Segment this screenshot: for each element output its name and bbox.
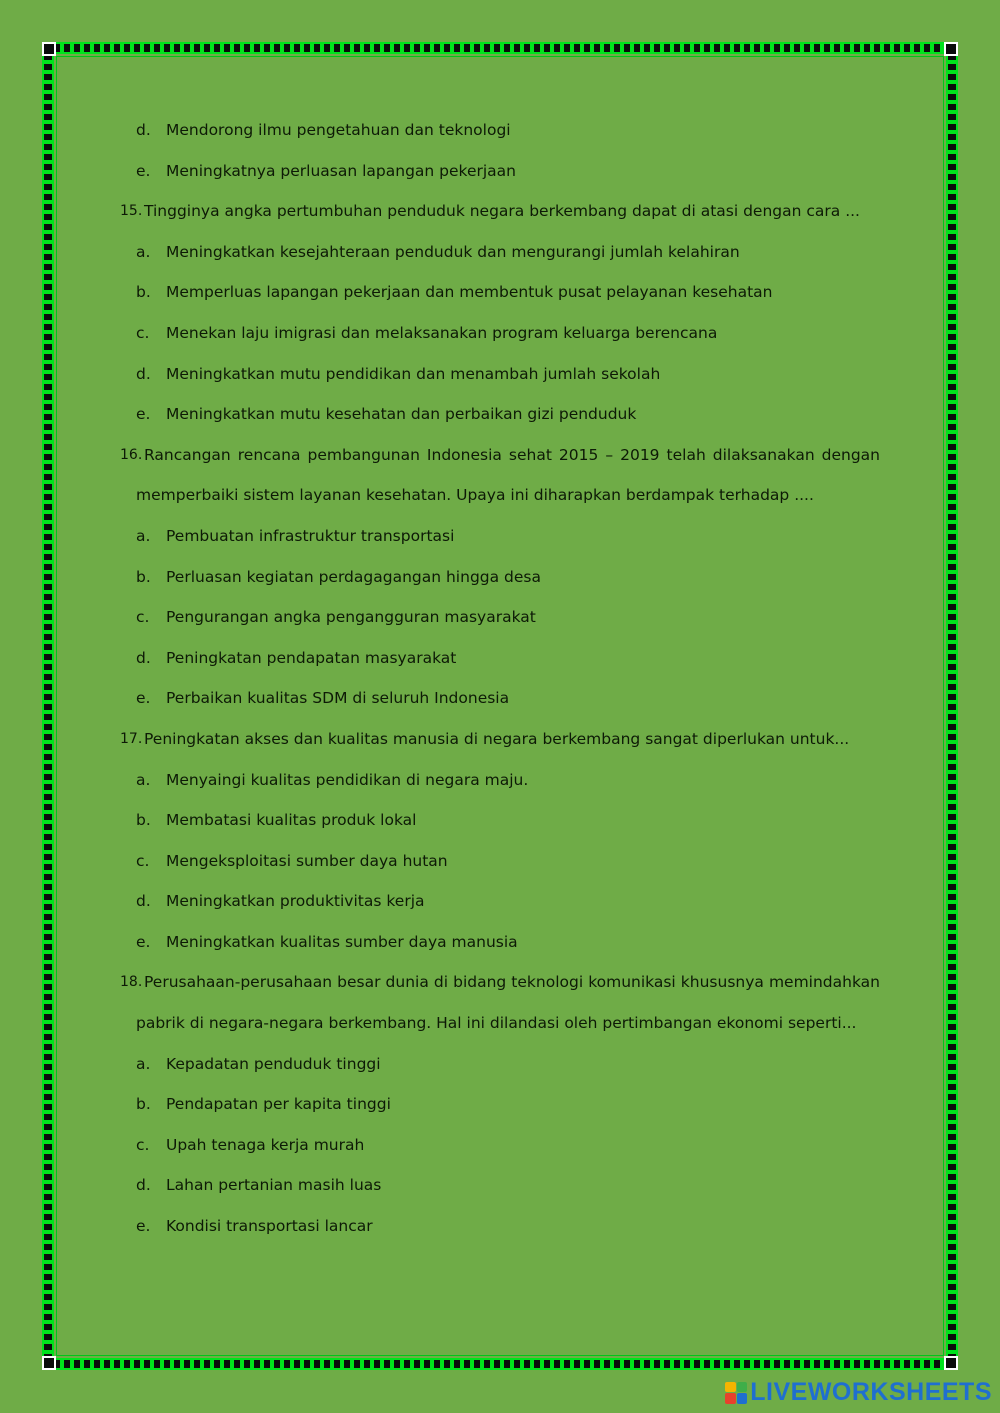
question-text: Rancangan rencana pembangunan Indonesia sehat 2015 – 2019 telah dilaksanakan dengan: [144, 445, 880, 464]
option-text: Kepadatan penduduk tinggi: [166, 1054, 381, 1073]
border-bottom: [42, 1358, 958, 1370]
option-row: [120, 638, 880, 679]
option-letter: b.: [136, 283, 151, 302]
option-text: Kondisi transportasi lancar: [166, 1217, 373, 1236]
option-letter: b.: [136, 811, 151, 830]
option-row: [120, 597, 880, 638]
option-row: [120, 272, 880, 313]
question-text: Peningkatan akses dan kualitas manusia di negara berkembang sangat diperlukan untuk...: [144, 729, 850, 748]
question-number: 16.: [120, 446, 143, 463]
option-letter: d.: [136, 1176, 151, 1195]
option-row: [120, 1044, 880, 1085]
worksheet-content: [120, 110, 880, 1247]
option-text: Meningkatnya perluasan lapangan pekerjaan: [166, 161, 516, 180]
option-text: Mengeksploitasi sumber daya hutan: [166, 851, 448, 870]
option-text: Lahan pertanian masih luas: [166, 1176, 382, 1195]
option-text: Peningkatan pendapatan masyarakat: [166, 648, 457, 667]
option-text: Menekan laju imigrasi dan melaksanakan program keluarga berencana: [166, 323, 718, 342]
option-text: Pengurangan angka pengangguran masyarakat: [166, 608, 536, 627]
option-letter: d.: [136, 364, 151, 383]
option-row: [120, 760, 880, 801]
question-18: [120, 962, 880, 1003]
question-text: Tingginya angka pertumbuhan penduduk negara berkembang dapat di atasi dengan cara ...: [144, 202, 860, 221]
option-letter: e.: [136, 161, 151, 180]
option-letter: a.: [136, 1054, 151, 1073]
option-letter: e.: [136, 932, 151, 951]
question-text-continued: memperbaiki sistem layanan kesehatan. Upaya ini diharapkan berdampak terhadap ....: [136, 486, 814, 505]
question-16: [120, 435, 880, 476]
option-row: [120, 1206, 880, 1247]
question-17: [120, 719, 880, 760]
option-text: Perluasan kegiatan perdagagangan hingga desa: [166, 567, 541, 586]
question-number: 17.: [120, 730, 143, 747]
option-row: [120, 678, 880, 719]
option-row: [120, 516, 880, 557]
option-text: Pendapatan per kapita tinggi: [166, 1095, 391, 1114]
option-text: Meningkatkan produktivitas kerja: [166, 892, 425, 911]
question-text-continued: pabrik di negara-negara berkembang. Hal ini dilandasi oleh pertimbangan ekonomi seperti...: [136, 1014, 857, 1033]
option-row: [120, 557, 880, 598]
option-text: Meningkatkan mutu kesehatan dan perbaikan gizi penduduk: [166, 405, 637, 424]
question-text: Perusahaan-perusahaan besar dunia di bidang teknologi komunikasi khususnya memindahkan: [144, 973, 880, 992]
option-row: [120, 354, 880, 395]
option-letter: a.: [136, 770, 151, 789]
option-letter: b.: [136, 1095, 151, 1114]
border-top: [42, 42, 958, 54]
option-letter: e.: [136, 405, 151, 424]
corner-ornament: [42, 42, 56, 56]
option-letter: c.: [136, 323, 150, 342]
option-text: Membatasi kualitas produk lokal: [166, 811, 417, 830]
border-inner-top: [56, 56, 944, 57]
border-right: [946, 42, 958, 1370]
option-text: Menyaingi kualitas pendidikan di negara maju.: [166, 770, 529, 789]
option-letter: c.: [136, 851, 150, 870]
border-inner-right: [943, 56, 944, 1356]
option-text: Upah tenaga kerja murah: [166, 1135, 365, 1154]
question-number: 15.: [120, 203, 143, 220]
border-inner-bottom: [56, 1355, 944, 1356]
question-number: 18.: [120, 974, 143, 991]
option-row: [120, 232, 880, 273]
option-letter: a.: [136, 526, 151, 545]
option-row: [120, 394, 880, 435]
option-row: [120, 313, 880, 354]
question-15: [120, 191, 880, 232]
option-row: [120, 110, 880, 151]
option-letter: c.: [136, 1135, 150, 1154]
border-left: [42, 42, 54, 1370]
option-letter: e.: [136, 1217, 151, 1236]
border-inner-left: [56, 56, 57, 1356]
option-letter: d.: [136, 892, 151, 911]
option-letter: c.: [136, 608, 150, 627]
option-row: [120, 1125, 880, 1166]
option-row: [120, 151, 880, 192]
liveworksheets-logo-icon: [725, 1382, 747, 1404]
option-text: Perbaikan kualitas SDM di seluruh Indonesia: [166, 689, 510, 708]
option-row: [120, 881, 880, 922]
option-text: Pembuatan infrastruktur transportasi: [166, 526, 455, 545]
logo-text: LIVEWORKSHEETS: [750, 1378, 992, 1406]
option-text: Meningkatkan kualitas sumber daya manusia: [166, 932, 518, 951]
option-text: Meningkatkan mutu pendidikan dan menambah jumlah sekolah: [166, 364, 661, 383]
option-row: [120, 800, 880, 841]
corner-ornament: [944, 1356, 958, 1370]
option-text: Memperluas lapangan pekerjaan dan membentuk pusat pelayanan kesehatan: [166, 283, 773, 302]
option-letter: d.: [136, 121, 151, 139]
option-row: [120, 922, 880, 963]
corner-ornament: [944, 42, 958, 56]
liveworksheets-logo: [725, 1378, 992, 1407]
option-row: [120, 1165, 880, 1206]
option-text: Meningkatkan kesejahteraan penduduk dan mengurangi jumlah kelahiran: [166, 242, 740, 261]
option-letter: e.: [136, 689, 151, 708]
option-letter: a.: [136, 242, 151, 261]
option-letter: b.: [136, 567, 151, 586]
option-row: [120, 1084, 880, 1125]
option-row: [120, 841, 880, 882]
option-letter: d.: [136, 648, 151, 667]
corner-ornament: [42, 1356, 56, 1370]
option-text: Mendorong ilmu pengetahuan dan teknologi: [166, 121, 511, 139]
